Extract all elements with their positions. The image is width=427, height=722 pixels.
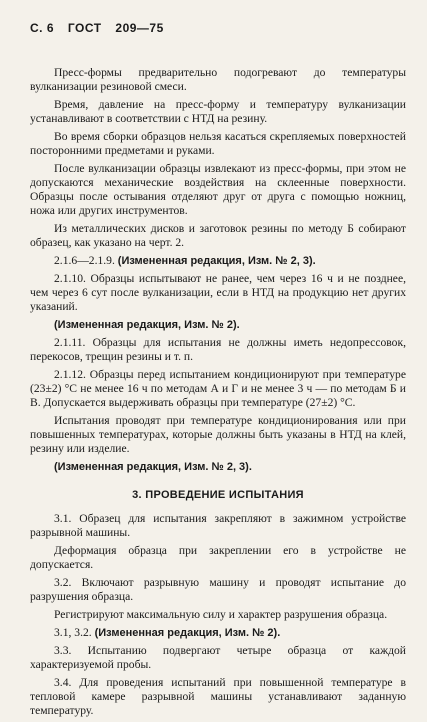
paragraph: Во время сборки образцов нельзя касаться скрепляемых поверхностей посторонними предметами и руками. [30, 130, 406, 157]
amendment-note: (Измененная редакция, Изм. № 2, 3). [54, 461, 252, 473]
page-header [30, 21, 174, 35]
standard-number: 209—75 [115, 21, 164, 35]
clause-number: 2.1.6—2.1.9. [54, 254, 115, 267]
paragraph: 3.1. Образец для испытания закрепляют в зажимном устройстве разрывной машины. [30, 512, 406, 539]
paragraph: 2.1.12. Образцы перед испытанием кондиционируют при температуре (23±2) °С не менее 16 ч по методам А и Г и не менее 3 ч — по методам Б и В. Допускается выдерживать образцы при температуре (27±2) °С. [30, 368, 406, 409]
page-number: С. 6 [30, 21, 55, 35]
paragraph: Время, давление на пресс-форму и температуру вулканизации устанавливают в соответствии с НТД на резину. [30, 98, 406, 125]
paragraph: 3.2. Включают разрывную машину и проводят испытание до разрушения образца. [30, 576, 406, 603]
amendment-note: (Измененная редакция, Изм. № 2, 3). [117, 255, 316, 267]
clause-ref [30, 254, 406, 268]
amendment-note: (Измененная редакция, Изм. № 2). [54, 319, 240, 331]
paragraph: 2.1.11. Образцы для испытания не должны иметь недопрессовок, перекосов, трещин резины и т. п. [30, 336, 406, 363]
standard-label: ГОСТ [67, 21, 102, 35]
paragraph: После вулканизации образцы извлекают из пресс-формы, при этом не допускаются механические воздействия на склеенные поверхности. Образцы после остывания отделяют друг от друга с помощью ножниц, ножа или других инструментов. [30, 162, 406, 217]
clause-ref [30, 626, 406, 640]
amendment-note: (Измененная редакция, Изм. № 2). [94, 627, 281, 639]
clause-number: 3.1, 3.2. [54, 626, 92, 639]
paragraph: 3.4. Для проведения испытаний при повышенной температуре в тепловой камере разрывной машины устанавливают заданную температуру. [30, 676, 406, 717]
document-body [30, 66, 406, 722]
paragraph: 3.3. Испытанию подвергают четыре образца от каждой характеризуемой пробы. [30, 644, 406, 671]
paragraph: Пресс-формы предварительно подогревают до температуры вулканизации резиновой смеси. [30, 66, 406, 93]
paragraph: Деформация образца при закреплении его в устройстве не допускается. [30, 544, 406, 571]
paragraph: Испытания проводят при температуре кондиционирования или при повышенных температурах, которые должны быть указаны в НТД на клей, резину или изделие. [30, 414, 406, 455]
section-heading: 3. ПРОВЕДЕНИЕ ИСПЫТАНИЯ [132, 489, 304, 501]
paragraph: Регистрируют максимальную силу и характер разрушения образца. [54, 608, 388, 621]
paragraph: 2.1.10. Образцы испытывают не ранее, чем через 16 ч и не позднее, чем через 6 сут после вулканизации, если в НТД на продукцию нет других указаний. [30, 272, 406, 313]
paragraph: Из металлических дисков и заготовок резины по методу Б собирают образец, как указано на черт. 2. [30, 222, 406, 249]
